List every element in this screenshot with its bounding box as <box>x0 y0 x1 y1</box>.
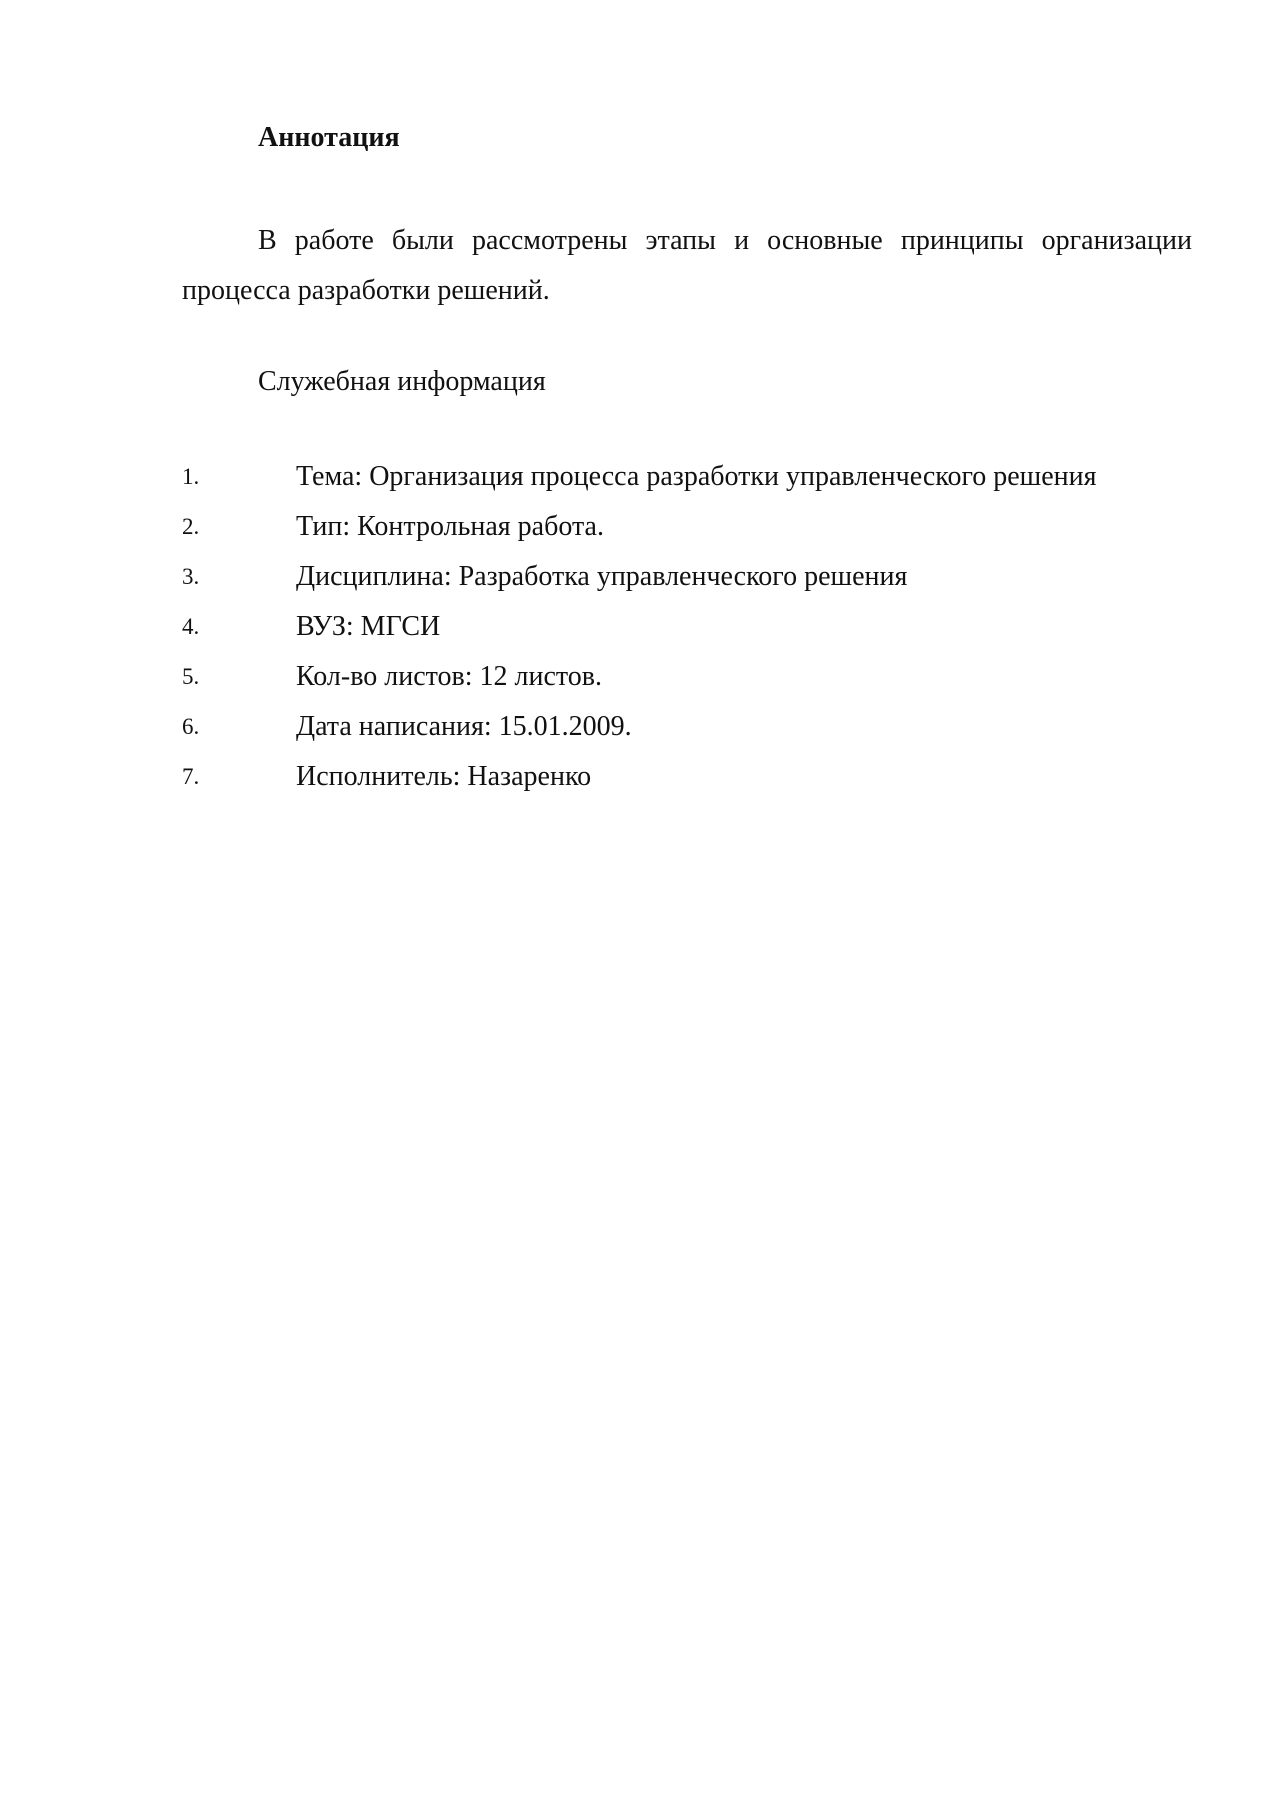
list-number: 1. <box>182 464 200 489</box>
list-number: 5. <box>182 664 200 689</box>
service-info-list <box>182 452 1192 802</box>
document-heading: Аннотация <box>258 122 400 153</box>
info-item-date <box>182 702 1192 752</box>
info-item-type <box>182 502 1192 552</box>
list-number: 3. <box>182 564 200 589</box>
service-info-heading: Служебная информация <box>258 366 546 397</box>
list-item-text: Дисциплина: Разработка управленческого решения <box>296 561 908 592</box>
info-item-discipline <box>182 552 1192 602</box>
info-item-page-count <box>182 652 1192 702</box>
list-item-text: Кол-во листов: 12 листов. <box>296 661 602 692</box>
list-number: 6. <box>182 714 200 739</box>
list-item-text: Тема: Организация процесса разработки управленческого решения <box>296 461 1097 492</box>
info-item-university <box>182 602 1192 652</box>
list-item-text: Дата написания: 15.01.2009. <box>296 711 632 742</box>
list-item-text: Исполнитель: Назаренко <box>296 761 592 792</box>
list-item-text: ВУЗ: МГСИ <box>296 611 441 642</box>
abstract-paragraph: В работе были рассмотрены этапы и основные принципы организации процесса разработки решений. <box>182 225 1192 306</box>
list-number: 4. <box>182 614 200 639</box>
list-item-text: Тип: Контрольная работа. <box>296 511 604 542</box>
list-number: 7. <box>182 764 200 789</box>
info-item-topic <box>182 452 1192 502</box>
list-number: 2. <box>182 514 200 539</box>
info-item-author <box>182 752 1192 802</box>
